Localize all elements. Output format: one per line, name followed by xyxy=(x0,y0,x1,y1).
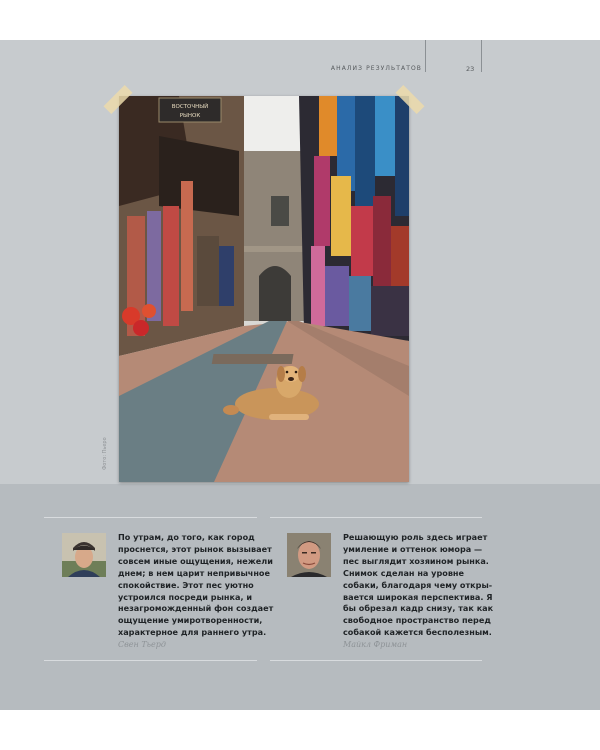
comment-line: спокойствие. Этот пес уютно xyxy=(118,579,254,590)
comment-author: Майкл Фриман xyxy=(343,640,408,650)
divider-rule xyxy=(270,517,482,518)
comment-line: пес выглядит хозяином рынка. xyxy=(343,555,489,566)
comment-line: собаки, благодаря чему откры- xyxy=(343,579,493,590)
commenter-avatar-2 xyxy=(287,533,331,577)
man-portrait-photo xyxy=(287,533,331,577)
comment-line: проснется, этот рынок вызывает xyxy=(118,543,272,554)
comment-line: Снимок сделан на уровне xyxy=(343,567,465,578)
comment-line: ощущение умиротворенности, xyxy=(118,615,263,626)
divider-rule xyxy=(44,660,257,661)
comment-line: совсем иные ощущения, нежели xyxy=(118,555,273,566)
header-divider xyxy=(481,40,482,72)
divider-rule xyxy=(270,660,482,661)
comment-line: днем; в нем царит непривычное xyxy=(118,567,270,578)
page-bottom-margin xyxy=(0,710,600,750)
section-title: АНАЛИЗ РЕЗУЛЬТАТОВ xyxy=(330,65,422,72)
commenter-avatar-1 xyxy=(62,533,106,577)
comment-line: свободное пространство перед xyxy=(343,615,491,626)
man-in-cap-photo xyxy=(62,533,106,577)
comment-1 xyxy=(118,532,274,651)
comment-line: вается широкая перспектива. Я xyxy=(343,591,493,602)
market-photo xyxy=(119,96,409,482)
header-divider xyxy=(425,40,426,72)
divider-rule xyxy=(44,517,257,518)
comment-line: собакой кажется бесполезным. xyxy=(343,627,492,638)
comment-line: По утрам, до того, как город xyxy=(118,532,255,542)
sign-text-bottom: РЫНОК xyxy=(179,113,201,119)
page-number: 23 xyxy=(466,65,475,73)
comment-line: незагроможденный фон создает xyxy=(118,603,274,614)
comment-line: устроился посреди рынка, и xyxy=(118,591,253,602)
page-top-margin xyxy=(0,0,600,40)
comment-line: Решающую роль здесь играет xyxy=(343,532,488,542)
market-street-image xyxy=(119,96,409,482)
running-header xyxy=(0,40,600,76)
comment-author: Свен Тьерд xyxy=(118,640,166,650)
comment-2 xyxy=(343,532,493,651)
comment-line: умиление и оттенок юмора — xyxy=(343,543,483,554)
sign-text-top: ВОСТОЧНЫЙ xyxy=(171,104,209,110)
photo-credit: Фото: Пьеро xyxy=(102,437,108,470)
comment-line: бы обрезал кадр снизу, так как xyxy=(343,603,494,614)
comment-line: характерное для раннего утра. xyxy=(118,627,267,638)
